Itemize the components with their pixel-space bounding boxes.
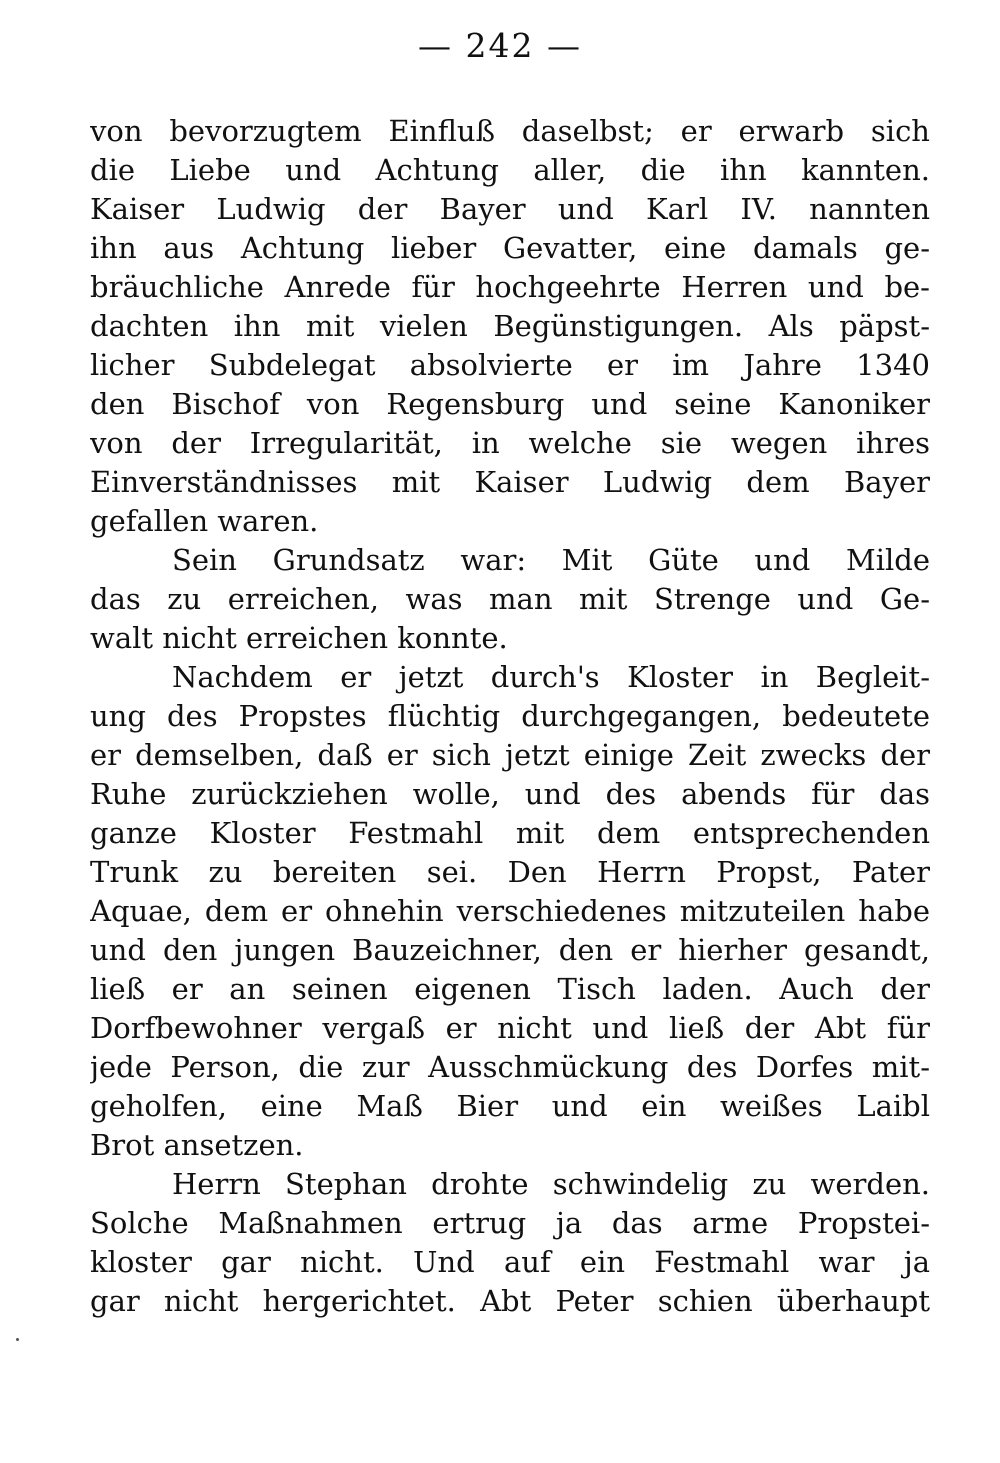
text-line: Dorfbewohner vergaß er nicht und ließ der Abt für: [90, 1011, 930, 1045]
text-line: ihn aus Achtung lieber Gevatter, eine damals ge-: [90, 231, 930, 265]
text-line: gar nicht hergerichtet. Abt Peter schien überhaupt: [90, 1284, 930, 1318]
text-line: gefallen waren.: [90, 504, 319, 538]
text-line: Sein Grundsatz war: Mit Güte und Milde: [172, 543, 930, 577]
text-line: geholfen, eine Maß Bier und ein weißes Laibl: [90, 1089, 930, 1123]
paragraph-1: [90, 112, 930, 541]
text-line: ließ er an seinen eigenen Tisch laden. Auch der: [90, 972, 930, 1006]
text-line: Trunk zu bereiten sei. Den Herrn Propst, Pater: [90, 855, 930, 889]
text-line: die Liebe und Achtung aller, die ihn kannten.: [90, 153, 930, 187]
text-line: er demselben, daß er sich jetzt einige Zeit zwecks der: [90, 738, 930, 772]
text-line: dachten ihn mit vielen Begünstigungen. Als päpst-: [90, 309, 930, 343]
text-line: Nachdem er jetzt durch's Kloster in Begleit-: [172, 660, 930, 694]
text-line: Herrn Stephan drohte schwindelig zu werden.: [172, 1167, 930, 1201]
text-line: und den jungen Bauzeichner, den er hierher gesandt,: [90, 933, 930, 967]
text-line: Aquae, dem er ohnehin verschiedenes mitzuteilen habe: [90, 894, 930, 928]
paragraph-4: [90, 1165, 930, 1321]
text-line: licher Subdelegat absolvierte er im Jahre 1340: [90, 348, 930, 382]
text-line: kloster gar nicht. Und auf ein Festmahl war ja: [90, 1245, 930, 1279]
text-line: Kaiser Ludwig der Bayer und Karl IV. nannten: [90, 192, 930, 226]
text-line: Solche Maßnahmen ertrug ja das arme Propstei-: [90, 1206, 930, 1240]
text-line: walt nicht erreichen konnte.: [90, 621, 508, 655]
text-line: Brot ansetzen.: [90, 1128, 304, 1162]
text-line: Einverständnisses mit Kaiser Ludwig dem Bayer: [90, 465, 930, 499]
text-line: das zu erreichen, was man mit Strenge und Ge-: [90, 582, 930, 616]
body-text: [90, 112, 930, 1321]
paragraph-2: [90, 541, 930, 658]
text-line: ung des Propstes flüchtig durchgegangen, bedeutete: [90, 699, 930, 733]
text-line: von der Irregularität, in welche sie wegen ihres: [90, 426, 930, 460]
page-number: — 242 —: [418, 26, 582, 65]
text-line: von bevorzugtem Einfluß daselbst; er erwarb sich: [90, 114, 930, 148]
paragraph-3: [90, 658, 930, 1165]
text-line: jede Person, die zur Ausschmückung des Dorfes mit-: [90, 1050, 930, 1084]
scan-speck: [16, 1338, 19, 1341]
text-line: bräuchliche Anrede für hochgeehrte Herren und be-: [90, 270, 930, 304]
text-line: Ruhe zurückziehen wolle, und des abends für das: [90, 777, 930, 811]
text-line: ganze Kloster Festmahl mit dem entsprechenden: [90, 816, 930, 850]
text-line: den Bischof von Regensburg und seine Kanoniker: [90, 387, 930, 421]
